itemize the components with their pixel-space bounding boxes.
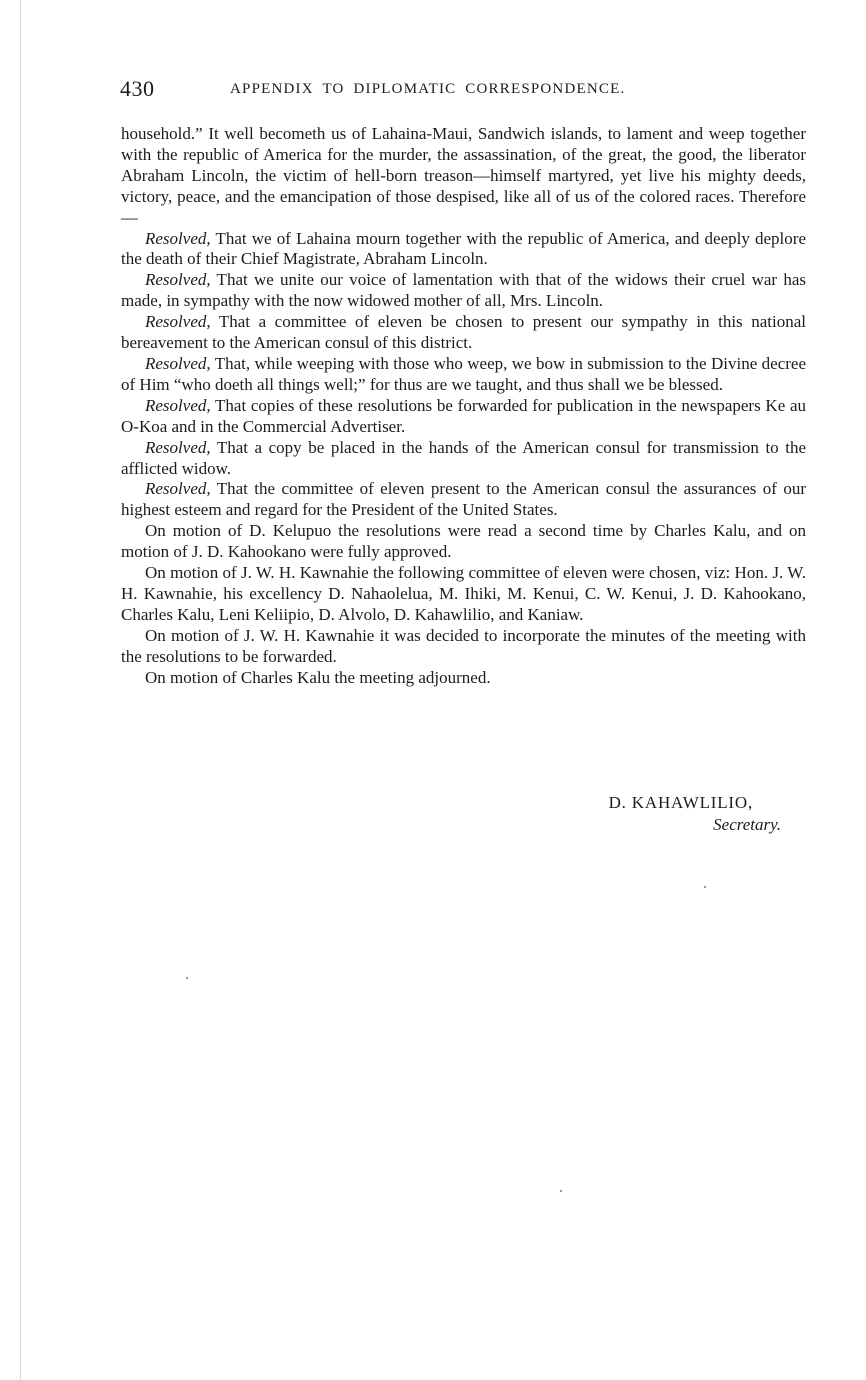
resolution-text: That a copy be placed in the hands of the American consul for transmission to the afflicted widow. [121,437,806,478]
motion-paragraph-1: On motion of D. Kelupuo the resolutions were read a second time by Charles Kalu, and on motion of J. D. Kahookano were fully approved. [121,521,806,562]
signatory-title: Secretary. [713,815,781,834]
resolution-text: That, while weeping with those who weep, we bow in submission to the Divine decree of Him “who doeth all things well;” for thus are we taught, and thus shall we be blessed. [121,353,806,394]
motion-paragraph-2: On motion of J. W. H. Kawnahie the following committee of eleven were chosen, viz: Hon. J. W. H. Kawnahie, his excellency D. Nahaolelua, M. Ihiki, M. Kenui, C. W. Kenui, J. D. Kahookano, Charles Kalu, Leni Keliipio, D. Alvolo, D. Kahawlilio, and Kaniaw. [121,563,806,624]
signature-block [121,792,781,836]
page-number: 430 [120,76,155,101]
resolution-text: That the committee of eleven present to the American consul the assurances of our highest esteem and regard for the President of the United States. [121,479,806,520]
resolution-6 [121,438,806,480]
paper-speck [186,977,188,979]
resolved-label: Resolved, [145,437,211,457]
resolved-label: Resolved, [145,395,211,415]
signatory-name: D. KAHAWLILIO, [608,793,753,812]
resolved-label: Resolved, [145,312,211,332]
resolution-text: That copies of these resolutions be forwarded for publication in the newspapers Ke au O-Koa and in the Commercial Advertiser. [121,395,806,436]
resolution-3 [121,312,806,354]
resolution-2 [121,270,806,312]
resolution-text: That a committee of eleven be chosen to present our sympathy in this national bereavement to the American consul of this district. [121,312,806,353]
page-header [120,76,806,106]
resolution-5 [121,396,806,438]
resolution-text: That we unite our voice of lamentation with that of the widows their cruel war has made, in sympathy with the now widowed mother of all, Mrs. Lincoln. [121,270,806,311]
page-edge-line [20,0,21,1380]
paper-speck [560,1190,562,1192]
running-title: APPENDIX TO DIPLOMATIC CORRESPONDENCE. [230,81,626,97]
body-text [121,124,806,688]
motion-paragraph-3: On motion of J. W. H. Kawnahie it was decided to incorporate the minutes of the meeting with the resolutions to be forwarded. [121,625,806,666]
resolution-7 [121,479,806,521]
resolved-label: Resolved, [145,353,211,373]
motion-paragraph-4: On motion of Charles Kalu the meeting adjourned. [145,667,491,687]
paper-speck [704,886,706,888]
resolved-label: Resolved, [145,228,211,248]
resolution-4 [121,354,806,396]
intro-paragraph: household.” It well becometh us of Lahaina-Maui, Sandwich islands, to lament and weep together with the republic of America for the murder, the assassination, of the great, the good, the liberator Abraham Lincoln, the victim of hell-born treason—himself martyred, yet live his mighty deeds, victory, peace, and the emancipation of those despised, like all of us of the colored races. Therefore— [121,124,806,227]
resolved-label: Resolved, [145,270,211,290]
resolution-1 [121,229,806,271]
resolved-label: Resolved, [145,479,211,499]
resolution-text: That we of Lahaina mourn together with the republic of America, and deeply deplore the death of their Chief Magistrate, Abraham Lincoln. [121,228,806,269]
